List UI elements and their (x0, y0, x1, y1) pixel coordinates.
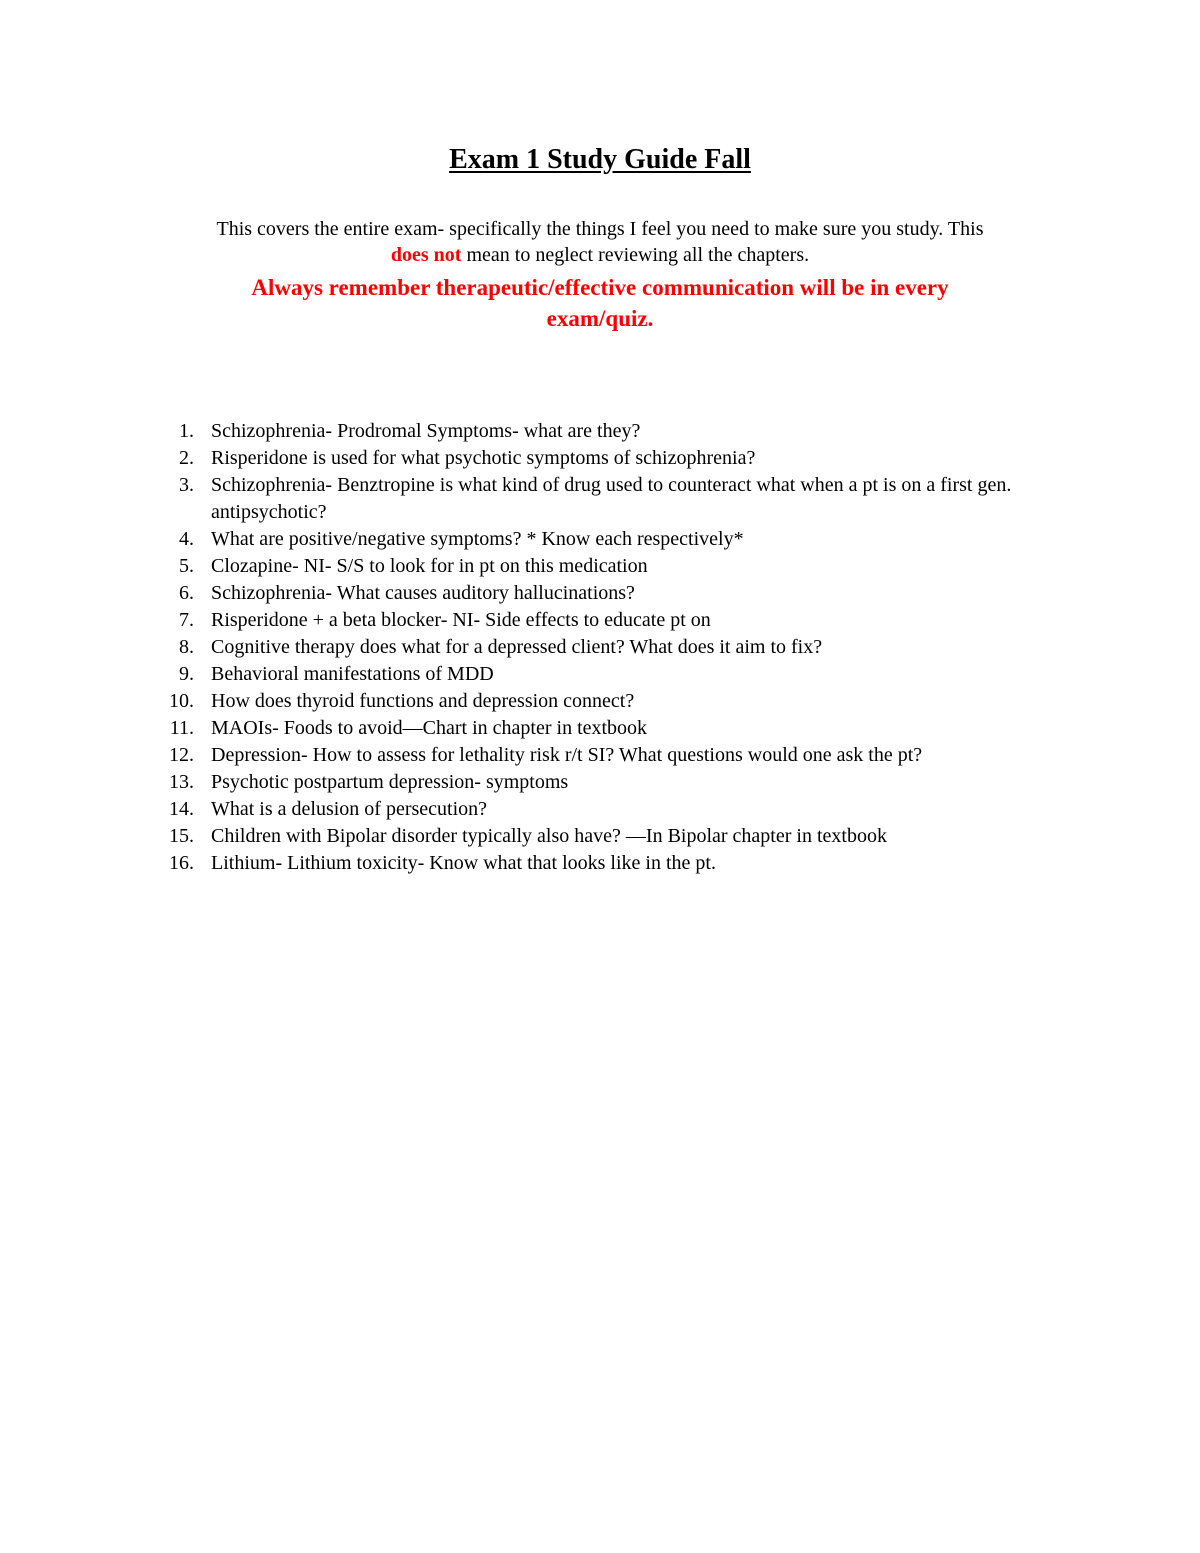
list-item-text: Depression- How to assess for lethality risk r/t SI? What questions would one ask the pt? (211, 744, 923, 766)
list-item-number: 15. (169, 825, 194, 847)
list-item-number: 7. (179, 609, 194, 631)
list-item (150, 796, 1060, 823)
list-item-text: Psychotic postpartum depression- symptoms (211, 771, 569, 793)
list-item-text: Schizophrenia- Prodromal Symptoms- what are they? (211, 420, 641, 442)
list-item-text: Behavioral manifestations of MDD (211, 663, 494, 685)
list-item-text: Schizophrenia- What causes auditory hallucinations? (211, 582, 635, 604)
list-item-text: Children with Bipolar disorder typically also have? —In Bipolar chapter in textbook (211, 825, 887, 847)
communication-reminder (150, 272, 1050, 334)
intro-line-2 (130, 242, 1070, 268)
list-item (150, 553, 1060, 580)
list-item-text: Risperidone is used for what psychotic symptoms of schizophrenia? (211, 447, 756, 469)
reminder-line-1: Always remember therapeutic/effective communication will be in every (251, 275, 949, 300)
list-item (150, 418, 1060, 445)
list-item-number: 16. (169, 852, 194, 874)
intro-emphasis: does not (390, 244, 462, 266)
list-item (150, 769, 1060, 796)
list-item-number: 11. (169, 717, 194, 739)
list-item (150, 661, 1060, 688)
list-item-text: Schizophrenia- Benztropine is what kind of drug used to counteract what when a pt is on a first gen. antipsychotic? (211, 474, 1012, 523)
list-item-number: 10. (169, 690, 194, 712)
list-item-number: 5. (179, 555, 194, 577)
list-item-number: 9. (179, 663, 194, 685)
list-item-number: 6. (179, 582, 194, 604)
list-item-text: How does thyroid functions and depression connect? (211, 690, 635, 712)
list-item-text: What are positive/negative symptoms? * Know each respectively* (211, 528, 744, 550)
list-item-text: Lithium- Lithium toxicity- Know what that looks like in the pt. (211, 852, 716, 874)
list-item (150, 634, 1060, 661)
list-item-number: 13. (169, 771, 194, 793)
list-item (150, 823, 1060, 850)
question-list (150, 418, 1060, 877)
list-item-number: 4. (179, 528, 194, 550)
list-item-number: 14. (169, 798, 194, 820)
reminder-line-2: exam/quiz. (546, 306, 654, 331)
list-item-number: 2. (179, 447, 194, 469)
list-item (150, 688, 1060, 715)
list-item (150, 715, 1060, 742)
list-item (150, 850, 1060, 877)
intro-line-1: This covers the entire exam- specifically the things I feel you need to make sure you study. This (216, 218, 984, 240)
page-title: Exam 1 Study Guide Fall (449, 144, 751, 175)
list-item (150, 526, 1060, 553)
list-item (150, 607, 1060, 634)
list-item (150, 445, 1060, 472)
list-item-text: MAOIs- Foods to avoid—Chart in chapter in textbook (211, 717, 648, 739)
intro-paragraph (130, 216, 1070, 268)
list-item-text: Clozapine- NI- S/S to look for in pt on this medication (211, 555, 648, 577)
list-item-text: What is a delusion of persecution? (211, 798, 488, 820)
list-item-number: 8. (179, 636, 194, 658)
list-item-number: 1. (179, 420, 194, 442)
list-item (150, 742, 1060, 769)
list-item-text: Cognitive therapy does what for a depressed client? What does it aim to fix? (211, 636, 823, 658)
list-item-number: 3. (179, 474, 194, 496)
list-item-number: 12. (169, 744, 194, 766)
list-item (150, 472, 1060, 526)
list-item-text: Risperidone + a beta blocker- NI- Side effects to educate pt on (211, 609, 711, 631)
intro-line-2-rest: mean to neglect reviewing all the chapters. (461, 244, 810, 266)
list-item (150, 580, 1060, 607)
